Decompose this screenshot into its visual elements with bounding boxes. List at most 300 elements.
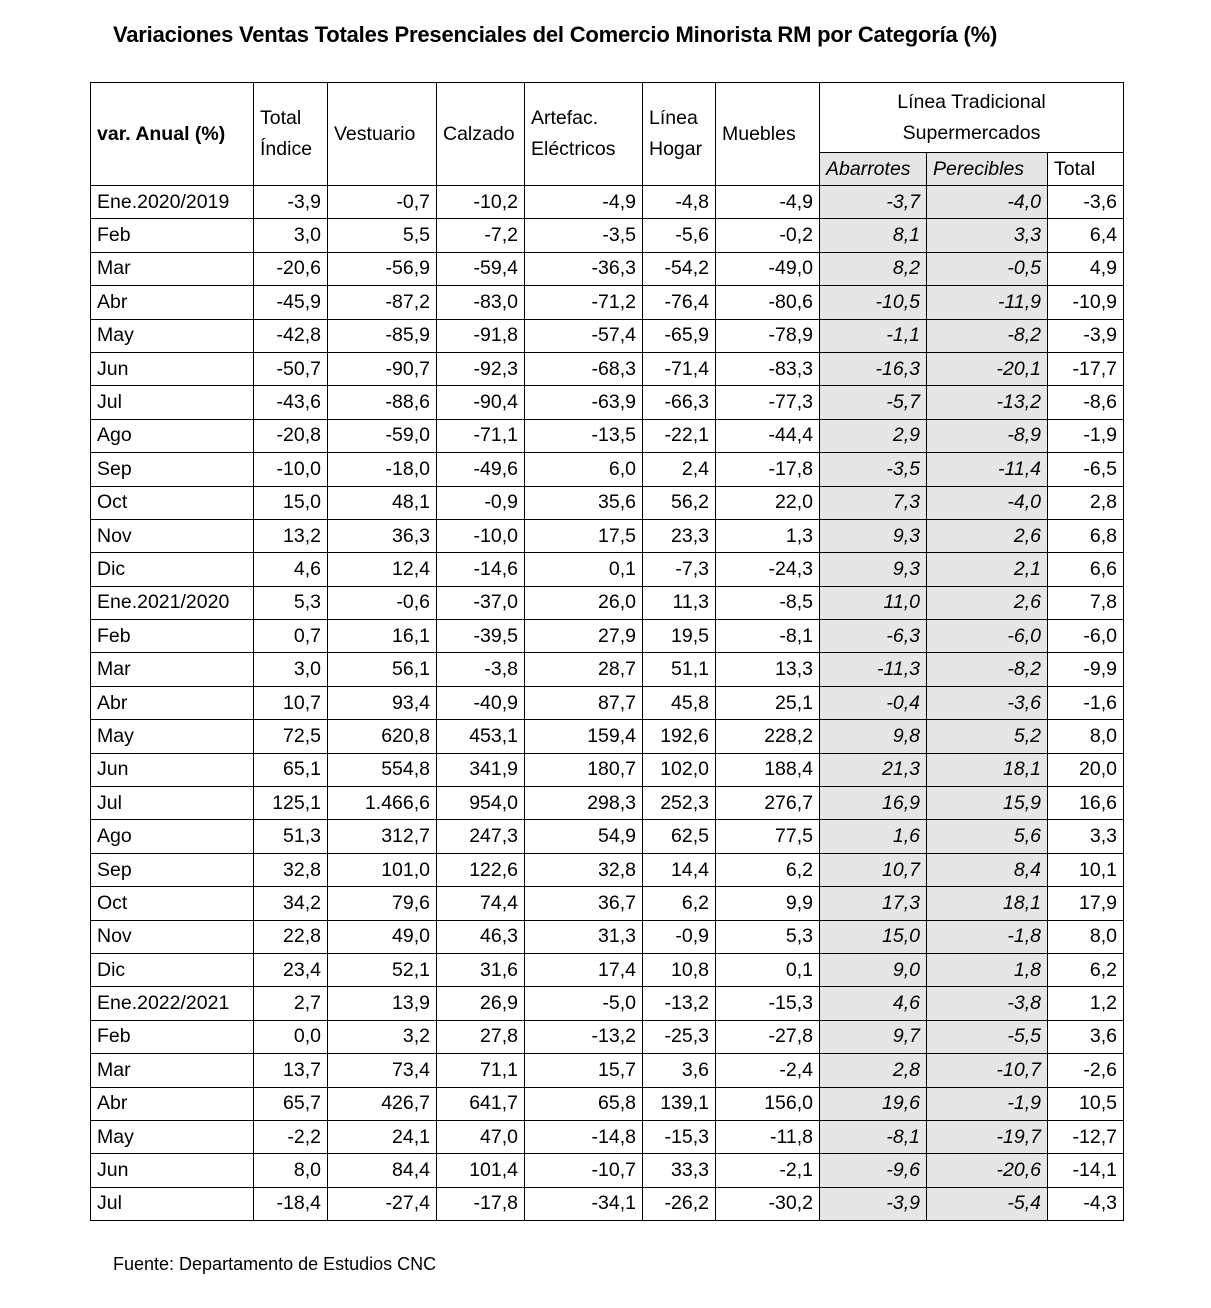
table-cell: 25,1 <box>716 686 820 719</box>
table-cell: -27,4 <box>328 1187 437 1220</box>
table-cell: -43,6 <box>254 386 328 419</box>
table-cell: 8,4 <box>927 853 1048 886</box>
table-cell: -77,3 <box>716 386 820 419</box>
table-cell: 73,4 <box>328 1054 437 1087</box>
table-row <box>91 386 1124 419</box>
table-cell: -0,6 <box>328 586 437 619</box>
table-cell: 0,1 <box>716 953 820 986</box>
table-cell: 45,8 <box>643 686 716 719</box>
header-var-anual: var. Anual (%) <box>91 83 254 186</box>
table-cell: 101,4 <box>437 1154 525 1187</box>
table-cell: 26,0 <box>525 586 643 619</box>
table-row <box>91 486 1124 519</box>
table-cell: -56,9 <box>328 252 437 285</box>
table-cell: 1.466,6 <box>328 787 437 820</box>
table-cell: -13,2 <box>927 386 1048 419</box>
table-cell: -10,7 <box>525 1154 643 1187</box>
table-cell: 34,2 <box>254 887 328 920</box>
table-cell: 62,5 <box>643 820 716 853</box>
table-row <box>91 586 1124 619</box>
table-cell: 10,7 <box>820 853 927 886</box>
table-row <box>91 453 1124 486</box>
table-cell: -71,2 <box>525 286 643 319</box>
table-cell: 228,2 <box>716 720 820 753</box>
table-cell: -15,3 <box>643 1120 716 1153</box>
row-label: Abr <box>91 686 254 719</box>
table-cell: 156,0 <box>716 1087 820 1120</box>
row-label: Dic <box>91 953 254 986</box>
table-cell: -4,0 <box>927 486 1048 519</box>
table-cell: -15,3 <box>716 987 820 1020</box>
row-label: Jul <box>91 386 254 419</box>
row-label: Feb <box>91 219 254 252</box>
source-note: Fuente: Departamento de Estudios CNC <box>113 1254 437 1274</box>
table-cell: 8,1 <box>820 219 927 252</box>
table-cell: 10,8 <box>643 953 716 986</box>
table-cell: -3,9 <box>1048 319 1124 352</box>
table-cell: 13,7 <box>254 1054 328 1087</box>
table-cell: 21,3 <box>820 753 927 786</box>
table-cell: -5,0 <box>525 987 643 1020</box>
table-cell: 192,6 <box>643 720 716 753</box>
table-cell: 4,9 <box>1048 252 1124 285</box>
table-cell: 0,0 <box>254 1020 328 1053</box>
table-cell: -63,9 <box>525 386 643 419</box>
table-row <box>91 1154 1124 1187</box>
table-cell: -14,8 <box>525 1120 643 1153</box>
header-total: Total <box>1048 153 1124 186</box>
table-cell: 27,8 <box>437 1020 525 1053</box>
table-row <box>91 219 1124 252</box>
table-cell: -2,6 <box>1048 1054 1124 1087</box>
table-cell: 65,7 <box>254 1087 328 1120</box>
table-cell: -5,4 <box>927 1187 1048 1220</box>
table-cell: -90,4 <box>437 386 525 419</box>
table-cell: 5,3 <box>716 920 820 953</box>
row-label: Abr <box>91 1087 254 1120</box>
table-cell: -1,1 <box>820 319 927 352</box>
table-cell: 31,6 <box>437 953 525 986</box>
row-label: Mar <box>91 1054 254 1087</box>
header-linea-hogar: Línea Hogar <box>643 83 716 186</box>
table-cell: -22,1 <box>643 419 716 452</box>
table-cell: 1,3 <box>716 519 820 552</box>
table-cell: -11,3 <box>820 653 927 686</box>
table-cell: 93,4 <box>328 686 437 719</box>
table-cell: 1,2 <box>1048 987 1124 1020</box>
table-cell: -39,5 <box>437 620 525 653</box>
table-cell: 84,4 <box>328 1154 437 1187</box>
table-cell: -8,9 <box>927 419 1048 452</box>
table-cell: 33,3 <box>643 1154 716 1187</box>
table-cell: 4,6 <box>254 553 328 586</box>
table-cell: 5,6 <box>927 820 1048 853</box>
table-cell: 9,3 <box>820 519 927 552</box>
table-cell: -3,5 <box>820 453 927 486</box>
table-cell: 2,1 <box>927 553 1048 586</box>
table-cell: 3,6 <box>643 1054 716 1087</box>
table-cell: 1,8 <box>927 953 1048 986</box>
table-cell: 2,8 <box>820 1054 927 1087</box>
table-cell: 11,3 <box>643 586 716 619</box>
table-cell: -8,2 <box>927 653 1048 686</box>
table-cell: -2,2 <box>254 1120 328 1153</box>
header-abarrotes: Abarrotes <box>820 153 927 186</box>
row-label: May <box>91 720 254 753</box>
table-cell: 26,9 <box>437 987 525 1020</box>
table-cell: 24,1 <box>328 1120 437 1153</box>
table-cell: -4,8 <box>643 186 716 219</box>
table-cell: 27,9 <box>525 620 643 653</box>
table-cell: 180,7 <box>525 753 643 786</box>
header-muebles: Muebles <box>716 83 820 186</box>
header-linea-tradicional-supermercados: Línea Tradicional Supermercados <box>820 83 1124 153</box>
table-cell: -76,4 <box>643 286 716 319</box>
table-cell: -8,1 <box>716 620 820 653</box>
row-label: Ene.2021/2020 <box>91 586 254 619</box>
table-cell: -16,3 <box>820 352 927 385</box>
table-cell: 17,4 <box>525 953 643 986</box>
table-cell: 23,4 <box>254 953 328 986</box>
table-cell: -11,4 <box>927 453 1048 486</box>
table-cell: 5,5 <box>328 219 437 252</box>
table-row <box>91 820 1124 853</box>
table-cell: -0,5 <box>927 252 1048 285</box>
table-cell: 5,2 <box>927 720 1048 753</box>
table-cell: 2,6 <box>927 586 1048 619</box>
table-cell: -80,6 <box>716 286 820 319</box>
table-row <box>91 853 1124 886</box>
table-cell: -7,2 <box>437 219 525 252</box>
table-row <box>91 720 1124 753</box>
header-artefac-electricos: Artefac. Eléctricos <box>525 83 643 186</box>
table-cell: 8,0 <box>1048 920 1124 953</box>
table-cell: -49,6 <box>437 453 525 486</box>
table-cell: -3,8 <box>437 653 525 686</box>
table-cell: 51,3 <box>254 820 328 853</box>
table-cell: 77,5 <box>716 820 820 853</box>
table-cell: 16,9 <box>820 787 927 820</box>
table-row <box>91 1020 1124 1053</box>
table-cell: -9,6 <box>820 1154 927 1187</box>
table-cell: 15,7 <box>525 1054 643 1087</box>
table-row <box>91 186 1124 219</box>
table-cell: 15,0 <box>254 486 328 519</box>
table-cell: 56,1 <box>328 653 437 686</box>
table-cell: 2,7 <box>254 987 328 1020</box>
table-cell: -5,6 <box>643 219 716 252</box>
table-cell: -50,7 <box>254 352 328 385</box>
row-label: May <box>91 319 254 352</box>
table-cell: -14,6 <box>437 553 525 586</box>
row-label: Oct <box>91 486 254 519</box>
table-cell: 19,6 <box>820 1087 927 1120</box>
table-row <box>91 252 1124 285</box>
table-cell: -13,2 <box>525 1020 643 1053</box>
table-cell: 32,8 <box>254 853 328 886</box>
table-cell: 17,9 <box>1048 887 1124 920</box>
table-cell: -0,7 <box>328 186 437 219</box>
table-cell: 74,4 <box>437 887 525 920</box>
table-cell: -0,2 <box>716 219 820 252</box>
table-cell: -91,8 <box>437 319 525 352</box>
table-cell: -13,5 <box>525 419 643 452</box>
table-cell: -17,8 <box>716 453 820 486</box>
table-cell: 426,7 <box>328 1087 437 1120</box>
table-cell: -18,0 <box>328 453 437 486</box>
table-cell: -14,1 <box>1048 1154 1124 1187</box>
table-cell: 6,2 <box>643 887 716 920</box>
table-cell: 620,8 <box>328 720 437 753</box>
table-cell: 52,1 <box>328 953 437 986</box>
table-cell: -66,3 <box>643 386 716 419</box>
table-cell: -20,8 <box>254 419 328 452</box>
table-cell: 6,0 <box>525 453 643 486</box>
table-row <box>91 887 1124 920</box>
table-cell: -3,8 <box>927 987 1048 1020</box>
table-row <box>91 953 1124 986</box>
table-cell: -17,7 <box>1048 352 1124 385</box>
table-cell: 71,1 <box>437 1054 525 1087</box>
row-label: Feb <box>91 1020 254 1053</box>
table-cell: 20,0 <box>1048 753 1124 786</box>
table-cell: 31,3 <box>525 920 643 953</box>
table-cell: 23,3 <box>643 519 716 552</box>
table-cell: 51,1 <box>643 653 716 686</box>
table-cell: -30,2 <box>716 1187 820 1220</box>
table-cell: -71,1 <box>437 419 525 452</box>
table-cell: 6,2 <box>1048 953 1124 986</box>
table-cell: 5,3 <box>254 586 328 619</box>
row-label: Mar <box>91 252 254 285</box>
table-cell: -10,0 <box>437 519 525 552</box>
header-perecibles: Perecibles <box>927 153 1048 186</box>
header-vestuario: Vestuario <box>328 83 437 186</box>
row-label: Ene.2020/2019 <box>91 186 254 219</box>
row-label: Ago <box>91 820 254 853</box>
table-cell: 11,0 <box>820 586 927 619</box>
table-cell: 79,6 <box>328 887 437 920</box>
table-cell: 18,1 <box>927 887 1048 920</box>
table-row <box>91 987 1124 1020</box>
row-label: Sep <box>91 453 254 486</box>
table-cell: -20,6 <box>927 1154 1048 1187</box>
table-cell: 46,3 <box>437 920 525 953</box>
table-cell: 102,0 <box>643 753 716 786</box>
table-row <box>91 920 1124 953</box>
table-cell: 8,0 <box>254 1154 328 1187</box>
table-cell: -7,3 <box>643 553 716 586</box>
table-cell: 10,5 <box>1048 1087 1124 1120</box>
table-cell: 10,7 <box>254 686 328 719</box>
row-label: May <box>91 1120 254 1153</box>
table-cell: 56,2 <box>643 486 716 519</box>
table-cell: 101,0 <box>328 853 437 886</box>
table-cell: -37,0 <box>437 586 525 619</box>
table-row <box>91 1120 1124 1153</box>
table-cell: 122,6 <box>437 853 525 886</box>
table-cell: 17,3 <box>820 887 927 920</box>
table-cell: -20,6 <box>254 252 328 285</box>
table-row <box>91 1087 1124 1120</box>
table-cell: 3,3 <box>927 219 1048 252</box>
table-cell: 9,3 <box>820 553 927 586</box>
table-body <box>91 186 1124 1221</box>
table-cell: -40,9 <box>437 686 525 719</box>
table-row <box>91 787 1124 820</box>
table-cell: 954,0 <box>437 787 525 820</box>
table-cell: -10,7 <box>927 1054 1048 1087</box>
table-cell: -68,3 <box>525 352 643 385</box>
table-cell: -11,9 <box>927 286 1048 319</box>
table-cell: 35,6 <box>525 486 643 519</box>
table-cell: -0,9 <box>437 486 525 519</box>
table-cell: -85,9 <box>328 319 437 352</box>
table-cell: 247,3 <box>437 820 525 853</box>
header-calzado: Calzado <box>437 83 525 186</box>
table-cell: 48,1 <box>328 486 437 519</box>
table-cell: 36,7 <box>525 887 643 920</box>
table-cell: 341,9 <box>437 753 525 786</box>
table-row <box>91 352 1124 385</box>
table-cell: 87,7 <box>525 686 643 719</box>
table-cell: -83,3 <box>716 352 820 385</box>
row-label: Dic <box>91 553 254 586</box>
table-cell: 453,1 <box>437 720 525 753</box>
table-cell: 72,5 <box>254 720 328 753</box>
table-row <box>91 1187 1124 1220</box>
table-cell: 8,0 <box>1048 720 1124 753</box>
table-cell: 13,9 <box>328 987 437 1020</box>
table-cell: 276,7 <box>716 787 820 820</box>
table-cell: 15,9 <box>927 787 1048 820</box>
table-cell: 125,1 <box>254 787 328 820</box>
table-cell: 9,8 <box>820 720 927 753</box>
table-cell: -10,5 <box>820 286 927 319</box>
table-cell: 2,8 <box>1048 486 1124 519</box>
table-cell: 6,2 <box>716 853 820 886</box>
table-cell: -0,9 <box>643 920 716 953</box>
table-cell: -36,3 <box>525 252 643 285</box>
row-label: Jul <box>91 1187 254 1220</box>
table-cell: -27,8 <box>716 1020 820 1053</box>
table-row <box>91 519 1124 552</box>
table-cell: -88,6 <box>328 386 437 419</box>
table-cell: 54,9 <box>525 820 643 853</box>
table-cell: -2,4 <box>716 1054 820 1087</box>
table-cell: 3,6 <box>1048 1020 1124 1053</box>
table-cell: -25,3 <box>643 1020 716 1053</box>
sales-variation-table <box>90 82 1124 1221</box>
table-title: Variaciones Ventas Totales Presenciales del Comercio Minorista RM por Categoría (%) <box>113 22 998 47</box>
table-cell: 1,6 <box>820 820 927 853</box>
table-cell: 49,0 <box>328 920 437 953</box>
row-label: Abr <box>91 286 254 319</box>
table-cell: -18,4 <box>254 1187 328 1220</box>
table-cell: 6,4 <box>1048 219 1124 252</box>
row-label: Nov <box>91 519 254 552</box>
table-cell: -2,1 <box>716 1154 820 1187</box>
table-cell: 9,7 <box>820 1020 927 1053</box>
table-cell: -3,9 <box>820 1187 927 1220</box>
table-cell: 3,3 <box>1048 820 1124 853</box>
row-label: Jun <box>91 1154 254 1187</box>
table-cell: -4,9 <box>716 186 820 219</box>
table-cell: 3,0 <box>254 653 328 686</box>
row-label: Jul <box>91 787 254 820</box>
table-cell: -90,7 <box>328 352 437 385</box>
table-cell: 22,8 <box>254 920 328 953</box>
table-cell: -65,9 <box>643 319 716 352</box>
table-cell: 139,1 <box>643 1087 716 1120</box>
table-cell: -6,3 <box>820 620 927 653</box>
table-row <box>91 319 1124 352</box>
table-cell: -6,0 <box>927 620 1048 653</box>
table-cell: 16,6 <box>1048 787 1124 820</box>
table-cell: -10,2 <box>437 186 525 219</box>
table-cell: -3,5 <box>525 219 643 252</box>
row-label: Ago <box>91 419 254 452</box>
table-cell: -44,4 <box>716 419 820 452</box>
table-cell: 22,0 <box>716 486 820 519</box>
row-label: Nov <box>91 920 254 953</box>
table-cell: 2,4 <box>643 453 716 486</box>
table-cell: -1,6 <box>1048 686 1124 719</box>
table-cell: 2,9 <box>820 419 927 452</box>
table-cell: -59,4 <box>437 252 525 285</box>
table-cell: 3,2 <box>328 1020 437 1053</box>
table-cell: -3,6 <box>927 686 1048 719</box>
table-cell: 6,6 <box>1048 553 1124 586</box>
table-cell: 16,1 <box>328 620 437 653</box>
table-cell: -8,6 <box>1048 386 1124 419</box>
table-cell: -6,5 <box>1048 453 1124 486</box>
table-cell: 12,4 <box>328 553 437 586</box>
table-cell: 32,8 <box>525 853 643 886</box>
table-cell: -59,0 <box>328 419 437 452</box>
table-cell: 312,7 <box>328 820 437 853</box>
table-cell: 641,7 <box>437 1087 525 1120</box>
table-cell: -83,0 <box>437 286 525 319</box>
table-cell: -26,2 <box>643 1187 716 1220</box>
table-cell: 252,3 <box>643 787 716 820</box>
table-cell: 36,3 <box>328 519 437 552</box>
table-cell: -4,3 <box>1048 1187 1124 1220</box>
table-cell: 19,5 <box>643 620 716 653</box>
table-row <box>91 286 1124 319</box>
table-cell: -42,8 <box>254 319 328 352</box>
table-cell: 14,4 <box>643 853 716 886</box>
table-cell: 6,8 <box>1048 519 1124 552</box>
row-label: Mar <box>91 653 254 686</box>
table-cell: -3,7 <box>820 186 927 219</box>
table-row <box>91 686 1124 719</box>
table-cell: 7,8 <box>1048 586 1124 619</box>
row-label: Ene.2022/2021 <box>91 987 254 1020</box>
table-cell: -6,0 <box>1048 620 1124 653</box>
table-cell: -71,4 <box>643 352 716 385</box>
table-cell: -9,9 <box>1048 653 1124 686</box>
table-cell: -0,4 <box>820 686 927 719</box>
table-cell: -45,9 <box>254 286 328 319</box>
table-cell: -49,0 <box>716 252 820 285</box>
table-cell: -54,2 <box>643 252 716 285</box>
row-label: Oct <box>91 887 254 920</box>
table-cell: 0,7 <box>254 620 328 653</box>
table-cell: -3,9 <box>254 186 328 219</box>
table-cell: 18,1 <box>927 753 1048 786</box>
table-cell: -10,0 <box>254 453 328 486</box>
